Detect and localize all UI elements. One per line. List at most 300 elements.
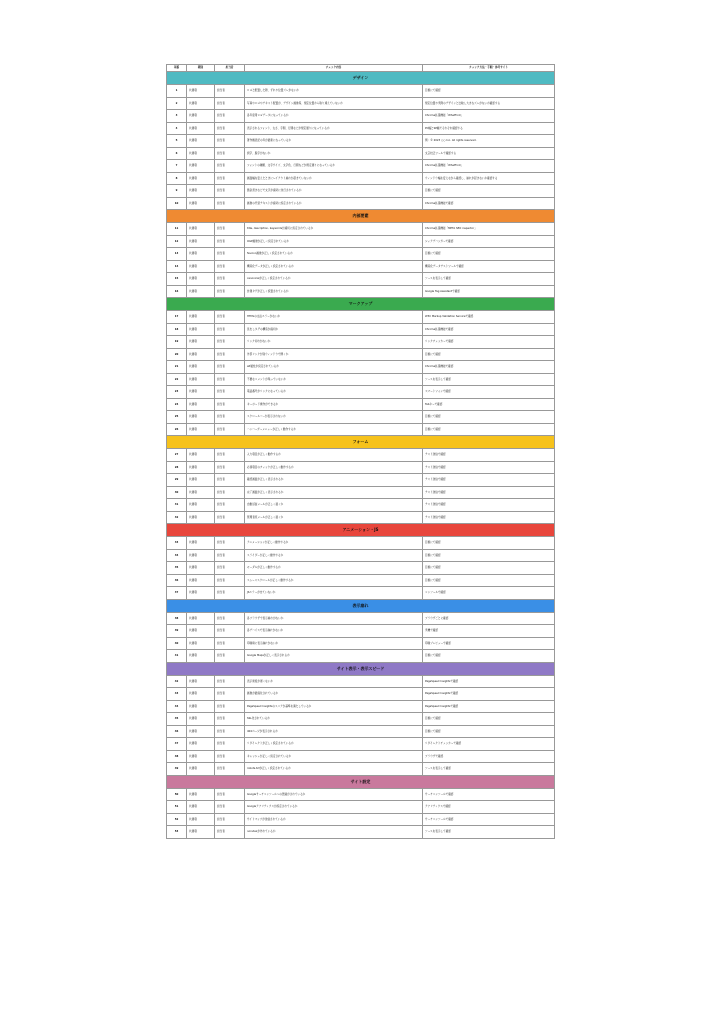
checklist-table <box>166 64 555 839</box>
row-type: 共通項 <box>187 361 215 374</box>
table-row <box>167 423 555 436</box>
row-type: 共通項 <box>187 97 215 110</box>
header-row <box>167 65 555 72</box>
row-owner: 担当者 <box>215 373 245 386</box>
row-number: 37 <box>167 587 187 600</box>
row-owner: 担当者 <box>215 411 245 424</box>
table-row <box>167 562 555 575</box>
row-type: 共通項 <box>187 285 215 298</box>
row-owner: 担当者 <box>215 323 245 336</box>
row-content: 自動返信メールが正しく届くか <box>245 499 423 512</box>
row-type: 共通項 <box>187 801 215 814</box>
row-owner: 担当者 <box>215 135 245 148</box>
row-content: モーダルが正しく動作するか <box>245 562 423 575</box>
row-number: 4 <box>167 122 187 135</box>
row-method: 目視にて確認 <box>423 713 555 726</box>
row-owner: 担当者 <box>215 185 245 198</box>
row-type: 共通項 <box>187 650 215 663</box>
row-method: PageSpeed Insightsで確認 <box>423 688 555 701</box>
row-type: 共通項 <box>187 713 215 726</box>
row-number: 38 <box>167 612 187 625</box>
row-owner: 担当者 <box>215 386 245 399</box>
row-owner: 担当者 <box>215 650 245 663</box>
row-type: 共通項 <box>187 750 215 763</box>
category-row <box>167 72 555 85</box>
row-number: 8 <box>167 172 187 185</box>
row-type: 共通項 <box>187 147 215 160</box>
header-content: チェック内容 <box>245 65 423 72</box>
row-type: 共通項 <box>187 612 215 625</box>
row-content: 表示速度が遅くないか <box>245 675 423 688</box>
row-content: 構造化データが正しく設定されているか <box>245 260 423 273</box>
table-row <box>167 549 555 562</box>
row-owner: 担当者 <box>215 423 245 436</box>
row-owner: 担当者 <box>215 700 245 713</box>
category-row <box>167 662 555 675</box>
row-method: Chrome拡張機能で確認 <box>423 197 555 210</box>
category-row <box>167 436 555 449</box>
table-row <box>167 713 555 726</box>
row-content: スムーススクロールが正しく動作するか <box>245 574 423 587</box>
table-row <box>167 738 555 751</box>
table-row <box>167 386 555 399</box>
row-number: 49 <box>167 763 187 776</box>
row-method: PC幅とSP幅でそれぞれ確認する <box>423 122 555 135</box>
row-content: 電話番号がリンクになっているか <box>245 386 423 399</box>
row-type: 共通項 <box>187 637 215 650</box>
row-owner: 担当者 <box>215 273 245 286</box>
row-owner: 担当者 <box>215 574 245 587</box>
row-method: 実機で確認 <box>423 625 555 638</box>
row-method: 目視にて確認 <box>423 85 555 98</box>
row-method: ソースを表示して確認 <box>423 373 555 386</box>
row-number: 42 <box>167 675 187 688</box>
row-method: PageSpeed Insightsで確認 <box>423 675 555 688</box>
row-type: 共通項 <box>187 197 215 210</box>
table-row <box>167 85 555 98</box>
row-owner: 担当者 <box>215 587 245 600</box>
row-owner: 担当者 <box>215 172 245 185</box>
row-method: テスト送信で確認 <box>423 474 555 487</box>
table-row <box>167 763 555 776</box>
row-owner: 担当者 <box>215 549 245 562</box>
table-row <box>167 587 555 600</box>
table-row <box>167 110 555 123</box>
row-owner: 担当者 <box>215 197 245 210</box>
row-number: 53 <box>167 826 187 839</box>
row-method: Tabキーで確認 <box>423 398 555 411</box>
row-content: キーボード操作ができるか <box>245 398 423 411</box>
row-owner: 担当者 <box>215 449 245 462</box>
table-row <box>167 725 555 738</box>
row-number: 16 <box>167 285 187 298</box>
row-content: Googleサーチコンソールへの登録がされているか <box>245 788 423 801</box>
row-number: 47 <box>167 738 187 751</box>
row-owner: 担当者 <box>215 688 245 701</box>
row-type: 共通項 <box>187 185 215 198</box>
row-owner: 担当者 <box>215 612 245 625</box>
category-title: フォーム <box>167 436 555 449</box>
row-method: ソースを表示して確認 <box>423 826 555 839</box>
row-number: 25 <box>167 411 187 424</box>
row-number: 46 <box>167 725 187 738</box>
row-number: 14 <box>167 260 187 273</box>
row-number: 34 <box>167 549 187 562</box>
row-type: 共通項 <box>187 386 215 399</box>
row-method: 目視にて確認 <box>423 574 555 587</box>
row-owner: 担当者 <box>215 675 245 688</box>
row-method: ソースを表示して確認 <box>423 763 555 776</box>
table-row <box>167 285 555 298</box>
row-owner: 担当者 <box>215 398 245 411</box>
table-row <box>167 813 555 826</box>
row-owner: 担当者 <box>215 97 245 110</box>
row-content: 箇条書きなどで文字が適切に改行されているか <box>245 185 423 198</box>
row-number: 32 <box>167 511 187 524</box>
row-method: 目視にて確認 <box>423 185 555 198</box>
row-owner: 担当者 <box>215 85 245 98</box>
row-content: PageSpeed Insightsのスコアが基準を満たしているか <box>245 700 423 713</box>
row-number: 9 <box>167 185 187 198</box>
row-type: 共通項 <box>187 625 215 638</box>
row-type: 共通項 <box>187 248 215 261</box>
category-row <box>167 524 555 537</box>
table-row <box>167 637 555 650</box>
row-number: 18 <box>167 323 187 336</box>
row-owner: 担当者 <box>215 625 245 638</box>
row-method: テスト送信で確認 <box>423 499 555 512</box>
row-method: 目視にて確認 <box>423 549 555 562</box>
row-method: 目視にて確認 <box>423 348 555 361</box>
table-row <box>167 235 555 248</box>
table-row <box>167 348 555 361</box>
row-number: 51 <box>167 801 187 814</box>
row-number: 11 <box>167 223 187 236</box>
category-row <box>167 210 555 223</box>
row-number: 10 <box>167 197 187 210</box>
row-owner: 担当者 <box>215 788 245 801</box>
table-row <box>167 461 555 474</box>
category-title: マークアップ <box>167 298 555 311</box>
row-number: 21 <box>167 361 187 374</box>
row-number: 40 <box>167 637 187 650</box>
row-content: favicon画像が正しく設定されているか <box>245 248 423 261</box>
table-row <box>167 499 555 512</box>
row-method: 目視にて確認 <box>423 248 555 261</box>
row-type: 共通項 <box>187 499 215 512</box>
row-method: リダイレクトチェッカーで確認 <box>423 738 555 751</box>
category-title: サイト表示・表示スピード <box>167 662 555 675</box>
row-method: W3C Markup Validation Serviceで確認 <box>423 311 555 324</box>
table-row <box>167 248 555 261</box>
row-type: 共通項 <box>187 474 215 487</box>
row-content: フォントの種類、文字サイズ、文字色、行間などが規定通りになっているか <box>245 160 423 173</box>
row-type: 共通項 <box>187 537 215 550</box>
row-method: テスト送信で確認 <box>423 449 555 462</box>
row-content: 各デバイスで表示崩れがないか <box>245 625 423 638</box>
row-method: テスト送信で確認 <box>423 461 555 474</box>
checklist-body <box>167 72 555 839</box>
row-content: サイトマップが送信されているか <box>245 813 423 826</box>
row-content: 画像が最適化されているか <box>245 688 423 701</box>
row-content: リンク切れがないか <box>245 336 423 349</box>
row-content: 画面幅を変えたときにレイアウト崩れが起きていないか <box>245 172 423 185</box>
category-row <box>167 298 555 311</box>
row-number: 48 <box>167 750 187 763</box>
table-row <box>167 260 555 273</box>
table-row <box>167 411 555 424</box>
row-method: Chrome拡張機能「META SEO inspector」 <box>423 223 555 236</box>
row-owner: 担当者 <box>215 160 245 173</box>
row-number: 26 <box>167 423 187 436</box>
row-type: 共通項 <box>187 574 215 587</box>
category-title: 表示崩れ <box>167 599 555 612</box>
header-method: チェック方法・手順・参考サイト <box>423 65 555 72</box>
row-content: canonicalが正しく設定されているか <box>245 273 423 286</box>
table-row <box>167 700 555 713</box>
row-content: リダイレクトが正しく設定されているか <box>245 738 423 751</box>
row-content: ハンバーガーメニューが正しく動作するか <box>245 423 423 436</box>
table-row <box>167 122 555 135</box>
row-content: スライダーが正しく動作するか <box>245 549 423 562</box>
row-number: 15 <box>167 273 187 286</box>
row-method: Google Tag Assistantで確認 <box>423 285 555 298</box>
row-content: alt属性が設定されているか <box>245 361 423 374</box>
row-content: キャッシュが正しく設定されているか <box>245 750 423 763</box>
category-row <box>167 775 555 788</box>
table-row <box>167 185 555 198</box>
row-method: Chrome拡張機能で確認 <box>423 361 555 374</box>
row-owner: 担当者 <box>215 311 245 324</box>
row-number: 13 <box>167 248 187 261</box>
row-owner: 担当者 <box>215 750 245 763</box>
row-type: 共通項 <box>187 110 215 123</box>
row-content: noindexが外れているか <box>245 826 423 839</box>
row-type: 共通項 <box>187 135 215 148</box>
row-number: 50 <box>167 788 187 801</box>
row-number: 35 <box>167 562 187 575</box>
category-row <box>167 599 555 612</box>
row-content: Google Mapsが正しく表示されるか <box>245 650 423 663</box>
table-row <box>167 323 555 336</box>
row-content: 見出しタグの構造が適切か <box>245 323 423 336</box>
row-type: 共通項 <box>187 311 215 324</box>
table-row <box>167 625 555 638</box>
row-type: 共通項 <box>187 486 215 499</box>
row-number: 52 <box>167 813 187 826</box>
row-type: 共通項 <box>187 122 215 135</box>
row-method: Chrome拡張機能「WhatFont」 <box>423 160 555 173</box>
row-type: 共通項 <box>187 85 215 98</box>
row-content: 不要なコメントが残っていないか <box>245 373 423 386</box>
category-title: デザイン <box>167 72 555 85</box>
table-row <box>167 449 555 462</box>
row-method: コンソールで確認 <box>423 587 555 600</box>
row-method: ブラウザごとに確認 <box>423 612 555 625</box>
table-row <box>167 675 555 688</box>
row-method: テスト送信で確認 <box>423 486 555 499</box>
row-type: 共通項 <box>187 373 215 386</box>
row-method: 規定位置や実際のデザインと比較し大きなズレがないか確認する <box>423 97 555 110</box>
row-number: 5 <box>167 135 187 148</box>
table-row <box>167 336 555 349</box>
row-type: 共通項 <box>187 549 215 562</box>
table-row <box>167 612 555 625</box>
row-owner: 担当者 <box>215 826 245 839</box>
row-number: 3 <box>167 110 187 123</box>
row-method: ソースを表示して確認 <box>423 273 555 286</box>
category-title: サイト設定 <box>167 775 555 788</box>
row-content: 計測タグが正しく設置されているか <box>245 285 423 298</box>
row-type: 共通項 <box>187 273 215 286</box>
row-owner: 担当者 <box>215 461 245 474</box>
row-type: 共通項 <box>187 336 215 349</box>
table-row <box>167 361 555 374</box>
checklist-sheet <box>166 64 554 839</box>
row-content: 誤字、脱字がないか <box>245 147 423 160</box>
row-number: 36 <box>167 574 187 587</box>
row-content: ロゴと配置した際、ずれや位置ズレがないか <box>245 85 423 98</box>
row-type: 共通項 <box>187 461 215 474</box>
row-method: 目視にて確認 <box>423 562 555 575</box>
row-owner: 担当者 <box>215 813 245 826</box>
row-number: 31 <box>167 499 187 512</box>
row-method: 印刷プレビューで確認 <box>423 637 555 650</box>
row-type: 共通項 <box>187 172 215 185</box>
table-row <box>167 147 555 160</box>
row-type: 共通項 <box>187 763 215 776</box>
row-number: 22 <box>167 373 187 386</box>
row-type: 共通項 <box>187 348 215 361</box>
row-content: 外部リンクが別ウィンドウで開くか <box>245 348 423 361</box>
row-owner: 担当者 <box>215 223 245 236</box>
row-number: 41 <box>167 650 187 663</box>
row-content: 各年度用ロゴデータになっているか <box>245 110 423 123</box>
table-row <box>167 273 555 286</box>
row-number: 1 <box>167 85 187 98</box>
table-row <box>167 223 555 236</box>
row-number: 45 <box>167 713 187 726</box>
row-owner: 担当者 <box>215 147 245 160</box>
row-content: 404ページが表示されるか <box>245 725 423 738</box>
row-content: 完了画面が正しく表示されるか <box>245 486 423 499</box>
row-owner: 担当者 <box>215 285 245 298</box>
row-content: JSエラーが出ていないか <box>245 587 423 600</box>
table-row <box>167 486 555 499</box>
row-content: 入力項目が正しく動作するか <box>245 449 423 462</box>
row-content: スクロールバーが表示されないか <box>245 411 423 424</box>
row-type: 共通項 <box>187 423 215 436</box>
row-content: robots.txtが正しく設定されているか <box>245 763 423 776</box>
row-method: 目視にて確認 <box>423 537 555 550</box>
row-type: 共通項 <box>187 826 215 839</box>
row-number: 12 <box>167 235 187 248</box>
category-title: 内部要素 <box>167 210 555 223</box>
row-owner: 担当者 <box>215 110 245 123</box>
row-content: title, description, keywordsが適切に設定されているか <box>245 223 423 236</box>
row-owner: 担当者 <box>215 511 245 524</box>
row-method: PageSpeed Insightsで確認 <box>423 700 555 713</box>
table-row <box>167 311 555 324</box>
row-number: 33 <box>167 537 187 550</box>
row-number: 6 <box>167 147 187 160</box>
row-type: 共通項 <box>187 398 215 411</box>
row-type: 共通項 <box>187 323 215 336</box>
row-number: 19 <box>167 336 187 349</box>
row-owner: 担当者 <box>215 361 245 374</box>
row-number: 7 <box>167 160 187 173</box>
row-number: 17 <box>167 311 187 324</box>
row-type: 共通項 <box>187 813 215 826</box>
row-content: 表示されるフォント、太さ、字間、行間などが規定通りになっているか <box>245 122 423 135</box>
row-method: ブラウザで確認 <box>423 750 555 763</box>
row-method: Chrome拡張機能「WhatFont」 <box>423 110 555 123</box>
row-type: 共通項 <box>187 235 215 248</box>
table-row <box>167 97 555 110</box>
row-method: サーチコンソールで確認 <box>423 813 555 826</box>
row-type: 共通項 <box>187 562 215 575</box>
header-owner: 担当者 <box>215 65 245 72</box>
table-row <box>167 172 555 185</box>
table-row <box>167 801 555 814</box>
row-method: 目視にて確認 <box>423 725 555 738</box>
row-type: 共通項 <box>187 738 215 751</box>
row-number: 2 <box>167 97 187 110</box>
table-row <box>167 474 555 487</box>
row-owner: 担当者 <box>215 260 245 273</box>
row-method: 例：© 2023 ○○ Inc. All rights reserved. <box>423 135 555 148</box>
row-number: 30 <box>167 486 187 499</box>
row-method: 目視にて確認 <box>423 423 555 436</box>
row-owner: 担当者 <box>215 637 245 650</box>
table-row <box>167 373 555 386</box>
row-number: 28 <box>167 461 187 474</box>
table-row <box>167 826 555 839</box>
row-method: テスト送信で確認 <box>423 511 555 524</box>
row-content: 必須項目のチェックが正しく動作するか <box>245 461 423 474</box>
row-type: 共通項 <box>187 725 215 738</box>
row-method: 構造化データテストツールで確認 <box>423 260 555 273</box>
row-content: 印刷時に表示崩れがないか <box>245 637 423 650</box>
table-row <box>167 160 555 173</box>
row-owner: 担当者 <box>215 235 245 248</box>
table-row <box>167 398 555 411</box>
row-content: HTMLの文法エラーがないか <box>245 311 423 324</box>
row-owner: 担当者 <box>215 537 245 550</box>
row-number: 44 <box>167 700 187 713</box>
row-type: 共通項 <box>187 587 215 600</box>
row-type: 共通項 <box>187 511 215 524</box>
row-number: 23 <box>167 386 187 399</box>
row-method: シェアデバッガーで確認 <box>423 235 555 248</box>
table-row <box>167 135 555 148</box>
table-row <box>167 197 555 210</box>
table-row <box>167 537 555 550</box>
row-owner: 担当者 <box>215 801 245 814</box>
header-no: 項番 <box>167 65 187 72</box>
row-owner: 担当者 <box>215 562 245 575</box>
table-row <box>167 688 555 701</box>
row-content: Googleアナリティクスが設定されているか <box>245 801 423 814</box>
table-row <box>167 511 555 524</box>
row-type: 共通項 <box>187 700 215 713</box>
row-number: 43 <box>167 688 187 701</box>
row-owner: 担当者 <box>215 499 245 512</box>
row-owner: 担当者 <box>215 763 245 776</box>
row-owner: 担当者 <box>215 122 245 135</box>
row-type: 共通項 <box>187 788 215 801</box>
row-content: 確認画面が正しく表示されるか <box>245 474 423 487</box>
